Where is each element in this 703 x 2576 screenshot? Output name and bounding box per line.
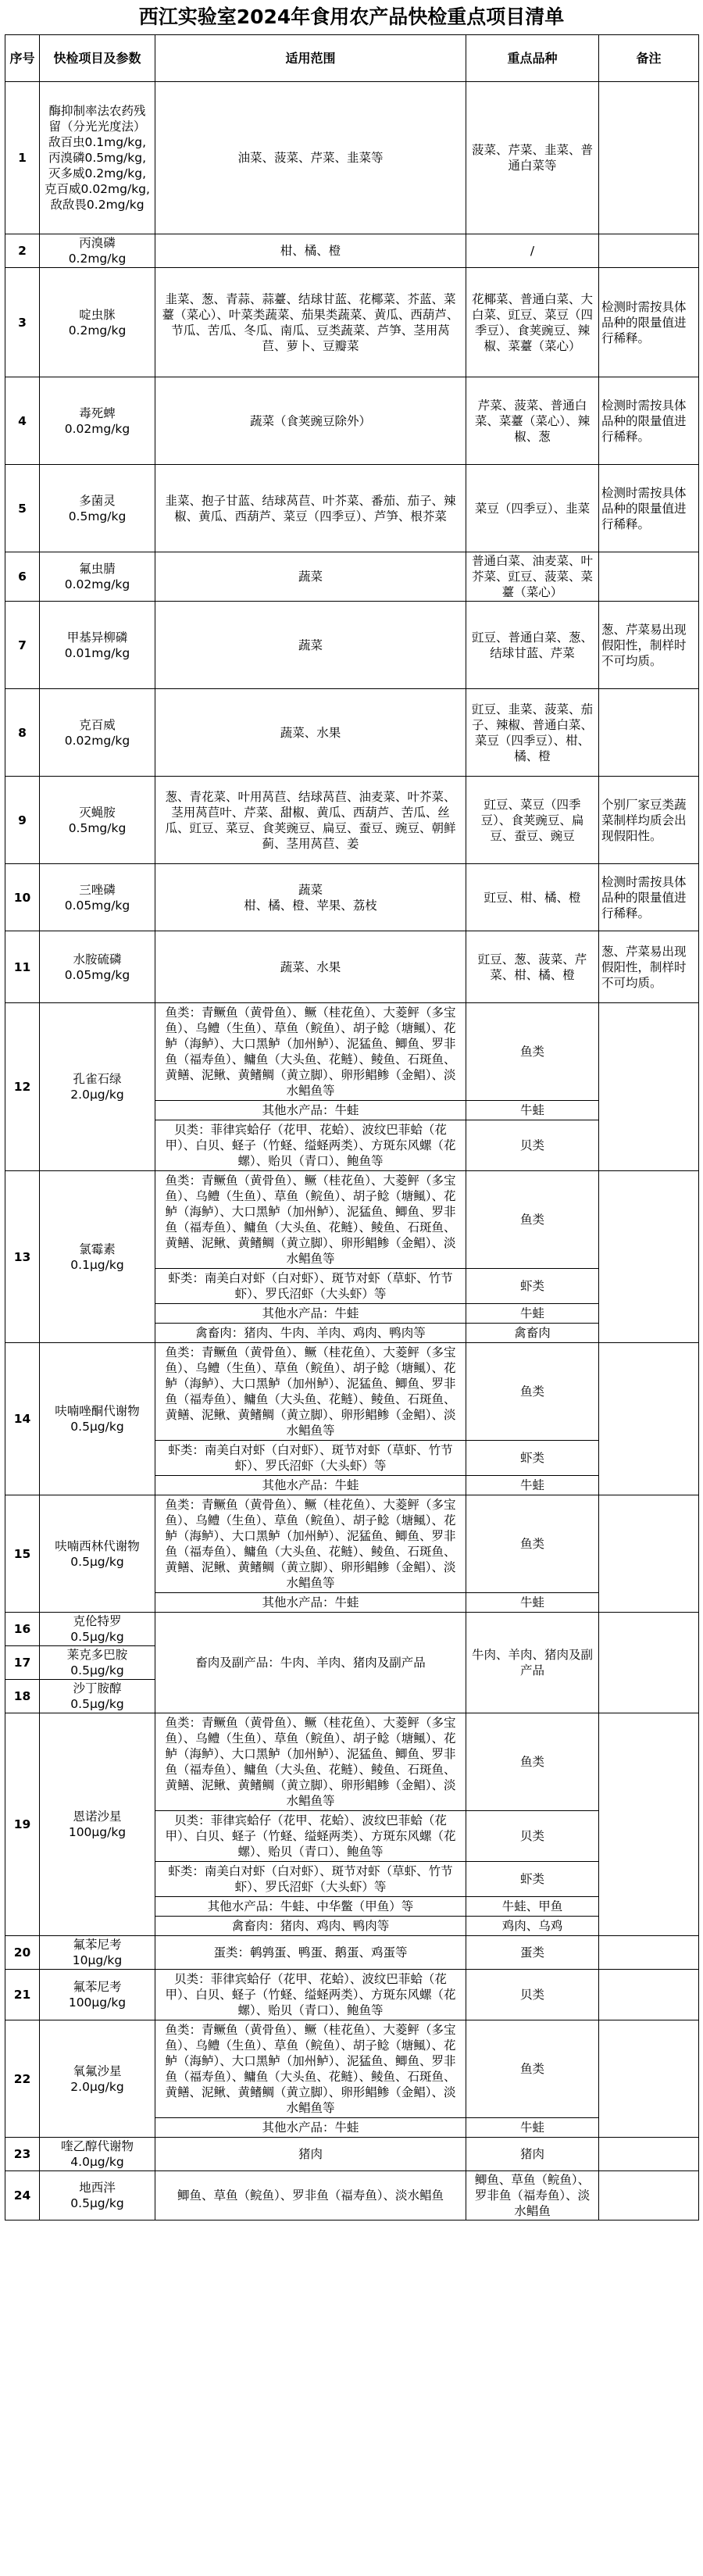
item-limit: 10μg/kg xyxy=(72,1953,123,1967)
item-name: 啶虫脒 xyxy=(79,307,116,322)
item-limit: 0.5μg/kg xyxy=(70,1697,124,1711)
row-seq: 23 xyxy=(5,2138,40,2171)
item-cell xyxy=(40,1343,155,1495)
item-cell xyxy=(40,2020,155,2138)
scope-cell: 鱼类：青鳜鱼（黄骨鱼）、鳜（桂花鱼）、大菱鲆（多宝鱼）、乌鳢（生鱼）、草鱼（鲩鱼）、胡子鲶（塘鲺）、花鲈（海鲈）、大口黑鲈（加州鲈）、泥猛鱼、鲫鱼、罗非鱼（福寿鱼）、鳙鱼（大头鱼、花鲢）、鲮鱼、石斑鱼、黄鳝、泥鳅、黄鳍鲷（黄立脚）、卵形鲳鲹（金鲳）、淡水鲳鱼等 xyxy=(155,1343,466,1441)
key-cell: 花椰菜、普通白菜、大白菜、豇豆、菜豆（四季豆）、食荚豌豆、辣椒、菜薹（菜心） xyxy=(466,268,599,377)
key-cell: 鱼类 xyxy=(466,1171,599,1269)
row-seq: 22 xyxy=(5,2020,40,2138)
page-title: 西江实验室2024年食用农产品快检重点项目清单 xyxy=(138,5,565,28)
table-row xyxy=(5,268,699,377)
item-name: 多菌灵 xyxy=(79,493,116,508)
row-seq: 7 xyxy=(5,602,40,689)
key-cell: 禽畜肉 xyxy=(466,1324,599,1343)
row-seq: 15 xyxy=(5,1495,40,1613)
item-cell xyxy=(40,2171,155,2221)
note-cell xyxy=(599,1613,699,1713)
key-cell: 贝类 xyxy=(466,1970,599,2020)
row-seq: 6 xyxy=(5,552,40,602)
item-cell xyxy=(40,1171,155,1343)
key-cell: 豇豆、普通白菜、葱、结球甘蓝、芹菜 xyxy=(466,602,599,689)
row-seq: 1 xyxy=(5,82,40,234)
table-row xyxy=(5,1970,699,2020)
scope-cell: 鱼类：青鳜鱼（黄骨鱼）、鳜（桂花鱼）、大菱鲆（多宝鱼）、乌鳢（生鱼）、草鱼（鲩鱼）、胡子鲶（塘鲺）、花鲈（海鲈）、大口黑鲈（加州鲈）、泥猛鱼、鲫鱼、罗非鱼（福寿鱼）、鳙鱼（大头鱼、花鲢）、鲮鱼、石斑鱼、黄鳝、泥鳅、黄鳍鲷（黄立脚）、卵形鲳鲹（金鲳）、淡水鲳鱼等 xyxy=(155,1495,466,1593)
row-seq: 14 xyxy=(5,1343,40,1495)
key-cell: 牛蛙 xyxy=(466,2118,599,2138)
scope-cell: 蔬菜 柑、橘、橙、苹果、荔枝 xyxy=(155,864,466,931)
inspection-table xyxy=(5,34,699,2221)
item-cell xyxy=(40,931,155,1003)
item-cell xyxy=(40,1003,155,1171)
scope-cell: 其他水产品：牛蛙 xyxy=(155,1476,466,1495)
key-cell: 鱼类 xyxy=(466,1343,599,1441)
header-notes: 备注 xyxy=(599,35,699,82)
note-cell xyxy=(599,1936,699,1970)
item-name: 水胺硫磷 xyxy=(73,952,122,966)
table-row xyxy=(5,1495,699,1593)
scope-cell: 禽畜肉：猪肉、牛肉、羊肉、鸡肉、鸭肉等 xyxy=(155,1324,466,1343)
key-cell: 蛋类 xyxy=(466,1936,599,1970)
item-cell xyxy=(40,552,155,602)
note-cell xyxy=(599,2138,699,2171)
table-row xyxy=(5,1003,699,1101)
key-cell: 牛蛙 xyxy=(466,1593,599,1613)
item-limit: 0.05mg/kg xyxy=(64,967,130,982)
note-cell xyxy=(599,1713,699,1936)
table-row xyxy=(5,234,699,268)
item-name: 氟苯尼考 xyxy=(73,1980,122,1994)
key-cell: 虾类 xyxy=(466,1862,599,1897)
scope-cell: 畜肉及副产品：牛肉、羊肉、猪肉及副产品 xyxy=(155,1613,466,1713)
item-limit: 0.05mg/kg xyxy=(64,898,130,913)
key-cell: 豇豆、柑、橘、橙 xyxy=(466,864,599,931)
item-cell xyxy=(40,1680,155,1713)
note-cell xyxy=(599,2020,699,2138)
row-seq: 11 xyxy=(5,931,40,1003)
scope-cell: 鱼类：青鳜鱼（黄骨鱼）、鳜（桂花鱼）、大菱鲆（多宝鱼）、乌鳢（生鱼）、草鱼（鲩鱼）、胡子鲶（塘鲺）、花鲈（海鲈）、大口黑鲈（加州鲈）、泥猛鱼、鲫鱼、罗非鱼（福寿鱼）、鳙鱼（大头鱼、花鲢）、鲮鱼、石斑鱼、黄鳝、泥鳅、黄鳍鲷（黄立脚）、卵形鲳鲹（金鲳）、淡水鲳鱼等 xyxy=(155,1171,466,1269)
row-seq: 5 xyxy=(5,465,40,552)
note-cell: 检测时需按具体品种的限量值进行稀释。 xyxy=(599,465,699,552)
item-cell xyxy=(40,864,155,931)
scope-cell: 其他水产品：牛蛙 xyxy=(155,2118,466,2138)
row-seq: 16 xyxy=(5,1613,40,1646)
key-cell: 鱼类 xyxy=(466,1495,599,1593)
item-name: 氟苯尼考 xyxy=(73,1938,122,1952)
note-cell xyxy=(599,1970,699,2020)
note-cell xyxy=(599,1003,699,1171)
item-name: 喹乙醇代谢物 xyxy=(60,2139,134,2153)
key-cell: 鱼类 xyxy=(466,2020,599,2118)
row-seq: 18 xyxy=(5,1680,40,1713)
key-cell: 菠菜、芹菜、韭菜、普通白菜等 xyxy=(466,82,599,234)
table-row xyxy=(5,931,699,1003)
scope-cell: 蔬菜 xyxy=(155,602,466,689)
item-name: 氧氟沙星 xyxy=(73,2063,122,2078)
item-name: 恩诺沙星 xyxy=(73,1810,122,1824)
scope-cell: 蔬菜（食荚豌豆除外） xyxy=(155,377,466,465)
scope-cell: 猪肉 xyxy=(155,2138,466,2171)
key-cell: 牛肉、羊肉、猪肉及副产品 xyxy=(466,1613,599,1713)
item-name: 孔雀石绿 xyxy=(73,1072,122,1086)
key-cell: 鱼类 xyxy=(466,1003,599,1101)
item-limit: 0.01mg/kg xyxy=(64,645,130,660)
note-cell: 检测时需按具体品种的限量值进行稀释。 xyxy=(599,377,699,465)
table-row xyxy=(5,602,699,689)
table-header-row xyxy=(5,35,699,82)
table-row xyxy=(5,377,699,465)
item-cell xyxy=(40,777,155,864)
note-cell xyxy=(599,82,699,234)
item-name: 丙溴磷 xyxy=(79,236,116,250)
item-name: 甲基异柳磷 xyxy=(66,630,128,645)
item-cell xyxy=(40,268,155,377)
item-limit: 2.0μg/kg xyxy=(70,1088,124,1102)
item-cell xyxy=(40,2138,155,2171)
key-cell: 鲫鱼、草鱼（鲩鱼）、罗非鱼（福寿鱼）、淡水鲳鱼 xyxy=(466,2171,599,2221)
item-limit: 0.02mg/kg xyxy=(64,733,130,748)
scope-cell: 蔬菜、水果 xyxy=(155,689,466,777)
scope-cell: 虾类：南美白对虾（白对虾）、斑节对虾（草虾、竹节虾）、罗氏沼虾（大头虾）等 xyxy=(155,1441,466,1476)
row-seq: 4 xyxy=(5,377,40,465)
row-seq: 10 xyxy=(5,864,40,931)
key-cell: 豇豆、葱、菠菜、芹菜、柑、橘、橙 xyxy=(466,931,599,1003)
item-name: 三唑磷 xyxy=(79,882,116,897)
row-seq: 2 xyxy=(5,234,40,268)
scope-cell: 贝类：菲律宾蛤仔（花甲、花蛤）、波纹巴菲蛤（花甲）、白贝、蛏子（竹蛏、缢蛏两类）、方斑东风螺（花螺）、贻贝（青口）、鲍鱼等 xyxy=(155,1811,466,1862)
item-name: 呋喃西林代谢物 xyxy=(55,1538,140,1553)
scope-cell: 葱、青花菜、叶用莴苣、结球莴苣、油麦菜、叶芥菜、茎用莴苣叶、芹菜、甜椒、黄瓜、西葫芦、苦瓜、丝瓜、豇豆、菜豆、食荚豌豆、扁豆、蚕豆、豌豆、朝鲜蓟、茎用莴苣、姜 xyxy=(155,777,466,864)
table-row xyxy=(5,2138,699,2171)
key-cell: 鸡肉、乌鸡 xyxy=(466,1917,599,1936)
key-cell: 贝类 xyxy=(466,1811,599,1862)
key-cell: 牛蛙 xyxy=(466,1101,599,1120)
item-cell xyxy=(40,1613,155,1646)
key-cell: 豇豆、菜豆（四季豆）、食荚豌豆、扁豆、蚕豆、豌豆 xyxy=(466,777,599,864)
key-cell: / xyxy=(466,234,599,268)
scope-cell: 贝类：菲律宾蛤仔（花甲、花蛤）、波纹巴菲蛤（花甲）、白贝、蛏子（竹蛏、缢蛏两类）、方斑东风螺（花螺）、贻贝（青口）、鲍鱼等 xyxy=(155,1970,466,2020)
key-cell: 贝类 xyxy=(466,1120,599,1171)
item-limit: 0.2mg/kg xyxy=(68,323,127,338)
scope-cell: 蛋类：鹌鹑蛋、鸭蛋、鹅蛋、鸡蛋等 xyxy=(155,1936,466,1970)
row-seq: 3 xyxy=(5,268,40,377)
header-scope: 适用范围 xyxy=(155,35,466,82)
note-cell xyxy=(599,689,699,777)
table-row xyxy=(5,1171,699,1269)
scope-cell: 虾类：南美白对虾（白对虾）、斑节对虾（草虾、竹节虾）、罗氏沼虾（大头虾）等 xyxy=(155,1269,466,1304)
table-row xyxy=(5,777,699,864)
scope-cell: 虾类：南美白对虾（白对虾）、斑节对虾（草虾、竹节虾）、罗氏沼虾（大头虾）等 xyxy=(155,1862,466,1897)
item-name: 地西泮 xyxy=(79,2181,116,2195)
note-cell: 葱、芹菜易出现假阳性，制样时不可均质。 xyxy=(599,602,699,689)
key-cell: 菜豆（四季豆）、韭菜 xyxy=(466,465,599,552)
table-row xyxy=(5,2171,699,2221)
table-row xyxy=(5,1613,699,1646)
note-cell: 葱、芹菜易出现假阳性，制样时不可均质。 xyxy=(599,931,699,1003)
key-cell: 牛蛙 xyxy=(466,1476,599,1495)
item-cell xyxy=(40,465,155,552)
item-name: 灭蝇胺 xyxy=(79,805,116,820)
item-name: 呋喃唑酮代谢物 xyxy=(55,1404,140,1418)
scope-cell: 鲫鱼、草鱼（鲩鱼）、罗非鱼（福寿鱼）、淡水鲳鱼 xyxy=(155,2171,466,2221)
key-cell: 虾类 xyxy=(466,1269,599,1304)
note-cell: 检测时需按具体品种的限量值进行稀释。 xyxy=(599,268,699,377)
row-seq: 13 xyxy=(5,1171,40,1343)
row-seq: 9 xyxy=(5,777,40,864)
key-cell: 芹菜、菠菜、普通白菜、菜薹（菜心）、辣椒、葱 xyxy=(466,377,599,465)
scope-cell: 其他水产品：牛蛙 xyxy=(155,1304,466,1324)
item-limit: 0.5μg/kg xyxy=(70,1420,124,1434)
key-cell: 牛蛙、甲鱼 xyxy=(466,1897,599,1917)
item-limit: 0.5μg/kg xyxy=(70,1554,124,1569)
note-cell xyxy=(599,1343,699,1495)
item-name: 克伦特罗 xyxy=(73,1614,122,1628)
scope-cell: 蔬菜 xyxy=(155,552,466,602)
table-row xyxy=(5,1936,699,1970)
item-cell xyxy=(40,1713,155,1936)
item-cell xyxy=(40,1646,155,1680)
item-limit: 4.0μg/kg xyxy=(70,2155,124,2169)
table-row xyxy=(5,2020,699,2118)
scope-cell: 禽畜肉：猪肉、鸡肉、鸭肉等 xyxy=(155,1917,466,1936)
scope-cell: 鱼类：青鳜鱼（黄骨鱼）、鳜（桂花鱼）、大菱鲆（多宝鱼）、乌鳢（生鱼）、草鱼（鲩鱼）、胡子鲶（塘鲺）、花鲈（海鲈）、大口黑鲈（加州鲈）、泥猛鱼、鲫鱼、罗非鱼（福寿鱼）、鳙鱼（大头鱼、花鲢）、鲮鱼、石斑鱼、黄鳝、泥鳅、黄鳍鲷（黄立脚）、卵形鲳鲹（金鲳）、淡水鲳鱼等 xyxy=(155,1713,466,1811)
item-cell xyxy=(40,234,155,268)
scope-cell: 韭菜、葱、青蒜、蒜薹、结球甘蓝、花椰菜、芥蓝、菜薹（菜心）、叶菜类蔬菜、茄果类蔬菜、黄瓜、西葫芦、节瓜、苦瓜、冬瓜、南瓜、豆类蔬菜、芦笋、茎用莴苣、萝卜、豆瓣菜 xyxy=(155,268,466,377)
item-limit: 0.5mg/kg xyxy=(68,509,127,523)
item-name: 氯霉素 xyxy=(79,1242,116,1256)
key-cell: 鱼类 xyxy=(466,1713,599,1811)
key-cell: 豇豆、韭菜、菠菜、茄子、辣椒、普通白菜、菜豆（四季豆）、柑、橘、橙 xyxy=(466,689,599,777)
note-cell: 个别厂家豆类蔬菜制样均质会出现假阳性。 xyxy=(599,777,699,864)
table-row xyxy=(5,1713,699,1811)
note-cell xyxy=(599,2171,699,2221)
item-cell xyxy=(40,377,155,465)
item-limit: 100μg/kg xyxy=(68,1995,127,2010)
item-limit: 0.02mg/kg xyxy=(64,421,130,436)
row-seq: 19 xyxy=(5,1713,40,1936)
scope-cell: 鱼类：青鳜鱼（黄骨鱼）、鳜（桂花鱼）、大菱鲆（多宝鱼）、乌鳢（生鱼）、草鱼（鲩鱼）、胡子鲶（塘鲺）、花鲈（海鲈）、大口黑鲈（加州鲈）、泥猛鱼、鲫鱼、罗非鱼（福寿鱼）、鳙鱼（大头鱼、花鲢）、鲮鱼、石斑鱼、黄鳝、泥鳅、黄鳍鲷（黄立脚）、卵形鲳鲹（金鲳）、淡水鲳鱼等 xyxy=(155,2020,466,2118)
item-limit: 0.5μg/kg xyxy=(70,2196,124,2210)
item-limit: 100μg/kg xyxy=(68,1825,127,1839)
row-seq: 21 xyxy=(5,1970,40,2020)
note-cell xyxy=(599,1171,699,1343)
item-cell xyxy=(40,1970,155,2020)
key-cell: 普通白菜、油麦菜、叶芥菜、豇豆、菠菜、菜薹（菜心） xyxy=(466,552,599,602)
item-cell xyxy=(40,1936,155,1970)
item-name: 沙丁胺醇 xyxy=(73,1681,122,1695)
scope-cell: 其他水产品：牛蛙 xyxy=(155,1101,466,1120)
scope-cell: 柑、橘、橙 xyxy=(155,234,466,268)
table-row xyxy=(5,1343,699,1441)
scope-cell: 鱼类：青鳜鱼（黄骨鱼）、鳜（桂花鱼）、大菱鲆（多宝鱼）、乌鳢（生鱼）、草鱼（鲩鱼）、胡子鲶（塘鲺）、花鲈（海鲈）、大口黑鲈（加州鲈）、泥猛鱼、鲫鱼、罗非鱼（福寿鱼）、鳙鱼（大头鱼、花鲢）、鲮鱼、石斑鱼、黄鳝、泥鳅、黄鳍鲷（黄立脚）、卵形鲳鲹（金鲳）、淡水鲳鱼等 xyxy=(155,1003,466,1101)
table-row xyxy=(5,689,699,777)
item-limit: 2.0μg/kg xyxy=(70,2079,124,2094)
note-cell: 检测时需按具体品种的限量值进行稀释。 xyxy=(599,864,699,931)
item-limit: 0.02mg/kg xyxy=(64,577,130,591)
note-cell xyxy=(599,552,699,602)
item-name: 酶抑制率法农药残留（分光光度法） xyxy=(48,104,146,134)
item-limit: 0.5μg/kg xyxy=(70,1630,124,1644)
note-cell xyxy=(599,1495,699,1613)
header-key-varieties: 重点品种 xyxy=(466,35,599,82)
row-seq: 20 xyxy=(5,1936,40,1970)
key-cell: 虾类 xyxy=(466,1441,599,1476)
note-cell xyxy=(599,234,699,268)
item-limit: 敌百虫0.1mg/kg, 丙溴磷0.5mg/kg, 灭多威0.2mg/kg, 克百威0.02mg/kg, 敌敌畏0.2mg/kg xyxy=(45,135,150,212)
item-cell xyxy=(40,602,155,689)
row-seq: 17 xyxy=(5,1646,40,1680)
item-name: 氟虫腈 xyxy=(79,562,116,576)
header-seq: 序号 xyxy=(5,35,40,82)
item-name: 莱克多巴胺 xyxy=(66,1648,128,1662)
item-limit: 0.5μg/kg xyxy=(70,1663,124,1677)
item-cell xyxy=(40,1495,155,1613)
row-seq: 12 xyxy=(5,1003,40,1171)
item-limit: 0.1μg/kg xyxy=(70,1257,124,1272)
item-cell xyxy=(40,82,155,234)
row-seq: 8 xyxy=(5,689,40,777)
scope-cell: 其他水产品：牛蛙 xyxy=(155,1593,466,1613)
table-row xyxy=(5,82,699,234)
table-row xyxy=(5,465,699,552)
item-name: 克百威 xyxy=(79,717,116,732)
scope-cell: 油菜、菠菜、芹菜、韭菜等 xyxy=(155,82,466,234)
item-name: 毒死蜱 xyxy=(79,406,116,420)
item-limit: 0.5mg/kg xyxy=(68,820,127,835)
table-row xyxy=(5,552,699,602)
key-cell: 猪肉 xyxy=(466,2138,599,2171)
scope-cell: 蔬菜、水果 xyxy=(155,931,466,1003)
key-cell: 牛蛙 xyxy=(466,1304,599,1324)
scope-cell: 贝类：菲律宾蛤仔（花甲、花蛤）、波纹巴菲蛤（花甲）、白贝、蛏子（竹蛏、缢蛏两类）、方斑东风螺（花螺）、贻贝（青口）、鲍鱼等 xyxy=(155,1120,466,1171)
row-seq: 24 xyxy=(5,2171,40,2221)
item-cell xyxy=(40,689,155,777)
header-item: 快检项目及参数 xyxy=(40,35,155,82)
scope-cell: 韭菜、抱子甘蓝、结球莴苣、叶芥菜、番茄、茄子、辣椒、黄瓜、西葫芦、菜豆（四季豆）、芦笋、根芥菜 xyxy=(155,465,466,552)
item-limit: 0.2mg/kg xyxy=(68,252,127,266)
scope-cell: 其他水产品：牛蛙、中华鳖（甲鱼）等 xyxy=(155,1897,466,1917)
table-row xyxy=(5,864,699,931)
